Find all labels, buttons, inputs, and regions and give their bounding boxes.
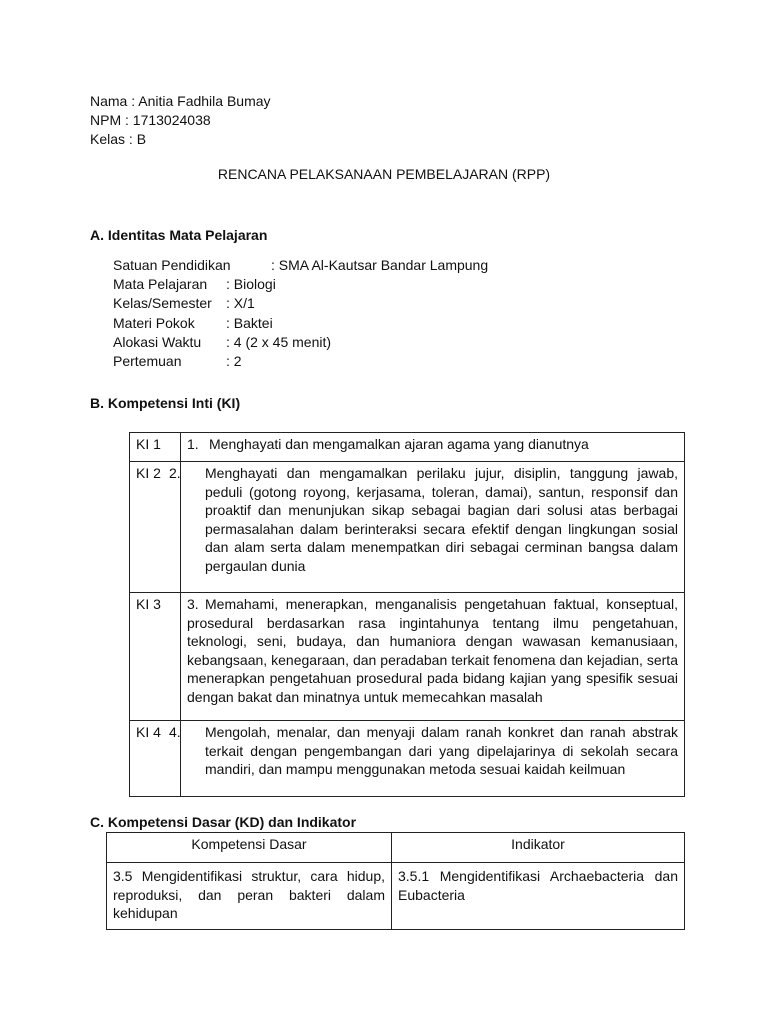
ki-number: 1. bbox=[187, 436, 199, 452]
ki-number: 3. bbox=[187, 596, 199, 612]
table-row bbox=[130, 433, 685, 462]
identity-value: : 2 bbox=[226, 353, 242, 369]
ki-description bbox=[169, 462, 685, 593]
identity-label: Mata Pelajaran bbox=[113, 276, 208, 292]
ki-description bbox=[181, 433, 685, 462]
ki-description bbox=[169, 721, 685, 797]
student-name: Nama : Anitia Fadhila Bumay bbox=[90, 93, 271, 109]
table-row bbox=[130, 462, 685, 593]
identity-row bbox=[113, 333, 331, 352]
ki-text: Mengolah, menalar, dan menyaji dalam ranah konkret dan ranah abstrak terkait dengan pengembangan dari yang dipelajarinya di sekolah secara mandiri, dan mampu menggunakan metoda sesuai kaidah keilmuan bbox=[205, 724, 678, 777]
identity-label: Pertemuan bbox=[113, 353, 182, 369]
kd-column-header: Kompetensi Dasar bbox=[107, 833, 392, 863]
identity-row bbox=[113, 352, 242, 371]
ki-text: Menghayati dan mengamalkan perilaku jujur, disiplin, tanggung jawab, peduli (gotong royong, kerjasama, toleran, damai), santun, responsif dan proaktif dan menunjukan sikap sebagai bagian dari solusi atas berbagai permasalahan dalam berinteraksi secara efektif dengan lingkungan sosial dan alam serta dalam menempatkan diri sebagai cerminan bangsa dalam pergaulan dunia bbox=[205, 465, 678, 574]
ki-number: 4. bbox=[169, 724, 181, 740]
section-b-heading: B. Kompetensi Inti (KI) bbox=[90, 395, 241, 411]
identity-label: Alokasi Waktu bbox=[113, 334, 202, 350]
student-npm: NPM : 1713024038 bbox=[90, 112, 211, 128]
ki-description bbox=[181, 593, 685, 721]
table-row bbox=[107, 863, 685, 930]
ki-number: 2. bbox=[169, 465, 181, 481]
identity-value: : SMA Al-Kautsar Bandar Lampung bbox=[271, 257, 489, 273]
ki-text: Memahami, menerapkan, menganalisis pengetahuan faktual, konseptual, prosedural berdasarkan rasa ingintahunya tentang ilmu pengetahuan, teknologi, seni, budaya, dan humaniora dengan wawasan kemanusiaan, kebangsaan, kenegaraan, dan peradaban terkait fenomena dan kejadian, serta menerapkan pengetahuan prosedural pada bidang kajian yang spesifik sesuai dengan bakat dan minatnya untuk memecahkan masalah bbox=[187, 596, 678, 705]
ki-code: KI 4 bbox=[130, 721, 181, 797]
section-a-heading: A. Identitas Mata Pelajaran bbox=[90, 227, 268, 243]
kd-table bbox=[106, 832, 685, 930]
ki-text: Menghayati dan mengamalkan ajaran agama yang dianutnya bbox=[209, 436, 589, 452]
identity-value: : X/1 bbox=[226, 295, 255, 311]
ki-table bbox=[129, 432, 685, 797]
identity-row bbox=[113, 314, 273, 333]
indicator-column-header: Indikator bbox=[392, 833, 685, 863]
table-row bbox=[130, 721, 685, 797]
student-class: Kelas : B bbox=[90, 131, 147, 147]
indicator-text: 3.5.1 Mengidentifikasi Archaebacteria dan Eubacteria bbox=[392, 863, 685, 930]
identity-row bbox=[113, 256, 488, 275]
identity-value: : 4 (2 x 45 menit) bbox=[226, 334, 332, 350]
identity-label: Materi Pokok bbox=[113, 315, 195, 331]
identity-row bbox=[113, 275, 276, 294]
ki-code: KI 1 bbox=[130, 433, 181, 462]
section-c-heading: C. Kompetensi Dasar (KD) dan Indikator bbox=[90, 814, 357, 830]
identity-value: : Biologi bbox=[226, 276, 276, 292]
table-row bbox=[130, 593, 685, 721]
ki-code: KI 3 bbox=[130, 593, 181, 721]
ki-code: KI 2 bbox=[130, 462, 181, 593]
kd-text: 3.5 Mengidentifikasi struktur, cara hidup, reproduksi, dan peran bakteri dalam kehidupan bbox=[107, 863, 392, 930]
document-title: RENCANA PELAKSANAAN PEMBELAJARAN (RPP) bbox=[217, 166, 551, 182]
identity-label: Satuan Pendidikan bbox=[113, 257, 231, 273]
identity-value: : Baktei bbox=[226, 315, 273, 331]
identity-label: Kelas/Semester bbox=[113, 295, 212, 311]
identity-row bbox=[113, 294, 255, 313]
table-row bbox=[107, 833, 685, 863]
